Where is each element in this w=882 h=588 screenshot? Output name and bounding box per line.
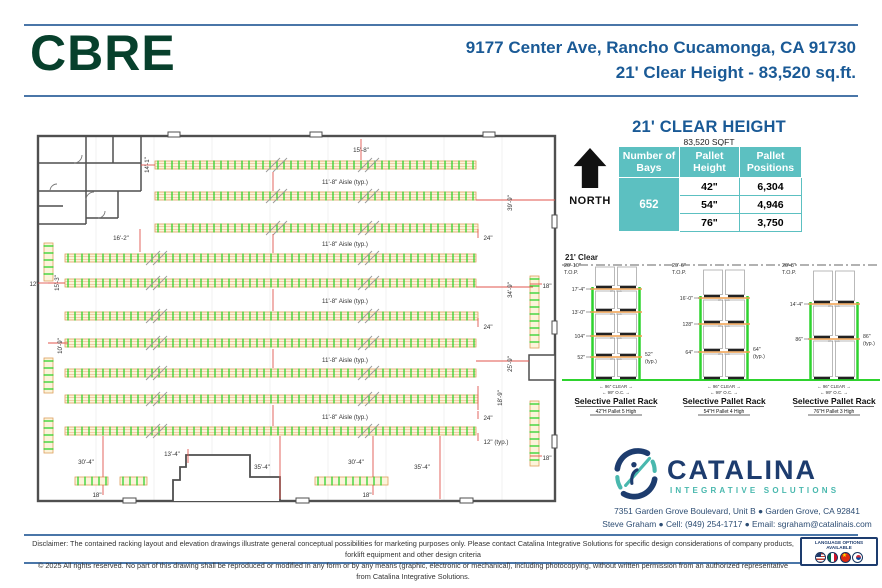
rack-row	[44, 243, 53, 281]
rack-row	[315, 477, 388, 485]
disclaimer-text	[30, 539, 796, 583]
pallet-load-box	[596, 267, 615, 286]
pallet-load-box	[814, 306, 833, 336]
pallet-strip	[620, 354, 636, 356]
wall-notch	[460, 498, 473, 503]
dimension-label: 25'-9"	[507, 356, 514, 372]
dimension-label: 18"	[542, 283, 552, 290]
rack-caption: Selective Pallet Rack	[682, 396, 766, 406]
dimension-label: 10'-9"	[57, 338, 64, 354]
pallet-load-box	[618, 359, 637, 377]
rack-elevations-container	[562, 250, 880, 440]
height-cell: 54"	[679, 196, 739, 214]
dimension-label: 35'-4"	[414, 464, 430, 471]
dimension-label: 24"	[483, 235, 493, 242]
rack-elevations	[562, 250, 880, 440]
clear-dim-label: ← 96" CLEAR →	[817, 384, 851, 389]
pallet-strip	[728, 349, 744, 351]
language-options-line2: AVAILABLE	[826, 545, 852, 551]
disclaimer-line-2: © 2025 All rights reserved. No part of this drawing shall be reproduced or modified in any form or by any means (graphic, electronic or mechanical), including photocopying, without written permission from an authorized representative from Catalina Integrative Solutions.	[37, 560, 789, 581]
rack-subcaption: 42"H Pallet 5 High	[595, 409, 637, 415]
pallet-load-box	[596, 314, 615, 333]
pallet-load-box	[596, 338, 615, 354]
dimension-label: 18'-9"	[497, 390, 504, 406]
rack-subcaption: 54"H Pallet 4 High	[703, 409, 745, 415]
top-label: 20'-10"	[564, 263, 581, 269]
typ-label: 86"	[863, 334, 871, 340]
wall-notch	[310, 132, 322, 137]
pallet-load-box	[726, 326, 745, 349]
dimension-label: 11'-8" Aisle (typ.)	[322, 357, 368, 364]
wall-notch	[296, 498, 309, 503]
pallet-strip	[596, 333, 612, 335]
pallet-strip	[620, 333, 636, 335]
level-label: 128"	[682, 322, 693, 328]
pallet-strip	[596, 286, 612, 288]
rack-row	[155, 192, 476, 200]
catalina-wordmark: CATALINA	[667, 455, 817, 485]
dimension-label: 11'-8" Aisle (typ.)	[322, 298, 368, 305]
bottom-office-wall	[173, 455, 280, 501]
level-label: 16'-0"	[679, 296, 693, 302]
pallet-load-box	[814, 341, 833, 377]
typ-suffix-label: (typ.)	[645, 359, 657, 365]
catalina-tagline: INTEGRATIVE SOLUTIONS	[670, 486, 840, 495]
level-label: 64"	[685, 350, 693, 356]
dimension-label: 15'-3"	[54, 275, 61, 291]
clear-dim-label: ← 96" CLEAR →	[599, 384, 633, 389]
dimension-label: 18"	[92, 492, 102, 499]
pallet-load-box	[596, 291, 615, 309]
dimension-label: 39'-9"	[507, 195, 514, 211]
oc-dim-label: ← 99" O.C. →	[602, 390, 630, 395]
positions-cell: 4,946	[739, 196, 801, 214]
top-label: 20'-6"	[672, 263, 686, 269]
wire-deck-label: Wire Deck	[718, 353, 730, 357]
wall-notch	[168, 132, 180, 137]
dimension-label: 11'-8" Aisle (typ.)	[322, 179, 368, 186]
property-address	[466, 36, 856, 85]
top-suffix-label: T.O.P.	[564, 270, 579, 276]
pallet-load-box	[836, 271, 855, 301]
pallet-load-box	[704, 270, 723, 295]
wall-notch	[483, 132, 495, 137]
wire-deck-label: Wire Deck	[828, 305, 840, 309]
rack-caption: Selective Pallet Rack	[792, 396, 876, 406]
wire-deck-label: Wire Deck	[610, 358, 622, 362]
language-options-line1: LANGUAGE OPTIONS	[814, 540, 864, 545]
height-cell: 76"	[679, 214, 739, 232]
rack-row	[155, 161, 476, 169]
dimension-label: 18"	[362, 492, 372, 499]
pallet-strip	[704, 349, 720, 351]
pallet-strip	[838, 377, 854, 379]
right-room-wall	[529, 355, 555, 380]
pallet-strip	[814, 301, 830, 303]
clear-height-label: 21' Clear	[565, 253, 599, 262]
typ-label: 64"	[753, 347, 761, 353]
pallet-load-box	[836, 306, 855, 336]
pallet-strip	[704, 295, 720, 297]
pallet-strip	[704, 321, 720, 323]
floor-plan-container	[28, 103, 563, 508]
wire-deck-label: Wire Deck	[718, 325, 730, 329]
level-label: 13'-0"	[571, 310, 585, 316]
pallet-strip	[838, 301, 854, 303]
dimension-label: 30'-4"	[78, 459, 94, 466]
wall-notch	[552, 215, 557, 228]
pallet-strip	[838, 336, 854, 338]
wall-notch	[552, 435, 557, 448]
pallet-load-box	[618, 267, 637, 286]
pallet-strip	[728, 295, 744, 297]
language-options-box	[800, 537, 878, 566]
north-label: NORTH	[569, 195, 611, 207]
positions-cell: 3,750	[739, 214, 801, 232]
typ-label: 52"	[645, 352, 653, 358]
pallet-strip	[596, 354, 612, 356]
pallet-strip	[620, 377, 636, 379]
top-suffix-label: T.O.P.	[672, 270, 687, 276]
floor-plan	[28, 103, 563, 508]
address-line: 9177 Center Ave, Rancho Cucamonga, CA 91730	[465, 38, 856, 57]
dimension-label: 12" (typ.)	[483, 439, 509, 446]
dimension-label: 11'-8" Aisle (typ.)	[322, 414, 368, 421]
pallet-load-box	[704, 300, 723, 321]
summary-sqft: 83,520 SQFT	[683, 137, 735, 147]
dimension-label: 34'-9"	[507, 282, 514, 298]
pallet-strip	[704, 377, 720, 379]
oc-dim-label: ← 99" O.C. →	[820, 390, 848, 395]
level-label: 14'-4"	[789, 302, 803, 308]
positions-cell: 6,304	[739, 178, 801, 196]
pallet-strip	[814, 377, 830, 379]
top-label: 20'-8"	[782, 263, 796, 269]
clear-dim-label: ← 96" CLEAR →	[707, 384, 741, 389]
table-row	[619, 178, 802, 196]
clear-height-line: 21' Clear Height - 83,520 sq.ft.	[615, 62, 856, 82]
dimension-label: 16'-2"	[113, 235, 129, 242]
pallet-load-box	[704, 354, 723, 377]
pallet-strip	[620, 309, 636, 311]
pallet-strip	[814, 336, 830, 338]
wall-notch	[552, 321, 557, 334]
door-arc	[86, 192, 94, 200]
rack-caption: Selective Pallet Rack	[574, 396, 658, 406]
oc-dim-label: ← 99" O.C. →	[710, 390, 738, 395]
dimension-label: 18"	[542, 455, 552, 462]
pallet-load-box	[726, 354, 745, 377]
us-flag-icon	[815, 552, 826, 563]
pallet-positions-table	[618, 146, 802, 232]
col-header-bays: Number of Bays	[619, 147, 680, 178]
pallet-load-box	[726, 300, 745, 321]
vendor-address: 7351 Garden Grove Boulevard, Unit B ● Garden Grove, CA 92841	[614, 506, 860, 516]
dimension-label: 13'-4"	[164, 451, 180, 458]
mx-flag-icon	[827, 552, 838, 563]
level-label: 104"	[574, 334, 585, 340]
pallet-load-box	[814, 271, 833, 301]
rack-row	[120, 477, 147, 485]
wire-deck-label: Wire Deck	[610, 290, 622, 294]
wire-deck-label: Wire Deck	[610, 337, 622, 341]
dimension-label: 35'-4"	[254, 464, 270, 471]
pallet-load-box	[618, 291, 637, 309]
level-label: 86"	[795, 337, 803, 343]
pallet-strip	[596, 309, 612, 311]
col-header-positions: Pallet Positions	[739, 147, 801, 178]
pallet-load-box	[726, 270, 745, 295]
wire-deck-label: Wire Deck	[718, 299, 730, 303]
dimension-label: 24"	[483, 324, 493, 331]
north-arrow-icon	[573, 148, 607, 188]
wire-deck-label: Wire Deck	[610, 313, 622, 317]
height-cell: 42"	[679, 178, 739, 196]
dimension-label: 12"	[29, 281, 39, 288]
wire-deck-label: Wire Deck	[828, 340, 840, 344]
north-indicator	[563, 148, 617, 207]
pallet-strip	[596, 377, 612, 379]
pallet-strip	[620, 286, 636, 288]
typ-suffix-label: (typ.)	[753, 354, 765, 360]
door-arc	[74, 155, 82, 163]
dimension-label: 24"	[483, 415, 493, 422]
pallet-strip	[728, 377, 744, 379]
door-arc	[98, 211, 105, 218]
dimension-label: 14'-1"	[144, 157, 151, 173]
pallet-load-box	[836, 341, 855, 377]
pallet-load-box	[618, 314, 637, 333]
catalina-logo-icon	[610, 446, 662, 502]
dimension-label: 15'-8"	[353, 147, 369, 154]
bays-cell: 652	[619, 178, 680, 232]
top-suffix-label: T.O.P.	[782, 270, 797, 276]
pallet-load-box	[596, 359, 615, 377]
cbre-logo: CBRE	[30, 25, 176, 81]
disclaimer-line-1: Disclaimer: The contained racking layout and elevation drawings illustrate general conceptual possibilities for marketing purposes only. Please contact Catalina Integrative Solutions for specific design considerations of company products, forklift equipment and other design criteria	[32, 539, 794, 559]
header-rule	[24, 95, 858, 97]
dimension-label: 30'-4"	[348, 459, 364, 466]
flag-row	[802, 552, 876, 563]
vendor-contact: Steve Graham ● Cell: (949) 254-1717 ● Email: sgraham@catalinais.com	[602, 519, 872, 529]
language-options-label	[802, 540, 876, 551]
summary-title: 21' CLEAR HEIGHT	[632, 118, 786, 136]
level-label: 52"	[577, 355, 585, 361]
col-header-height: Pallet Height	[679, 147, 739, 178]
rack-subcaption: 76"H Pallet 3 High	[813, 409, 855, 415]
dimension-label: 11'-8" Aisle (typ.)	[322, 241, 368, 248]
typ-suffix-label: (typ.)	[863, 341, 875, 347]
rack-row	[155, 224, 478, 232]
door-arc	[50, 184, 57, 191]
kr-flag-icon	[852, 552, 863, 563]
level-label: 17'-4"	[571, 287, 585, 293]
footer-rule-top	[24, 534, 858, 536]
cn-flag-icon	[840, 552, 851, 563]
wall-notch	[123, 498, 136, 503]
pallet-strip	[728, 321, 744, 323]
pallet-load-box	[618, 338, 637, 354]
pallet-load-box	[704, 326, 723, 349]
